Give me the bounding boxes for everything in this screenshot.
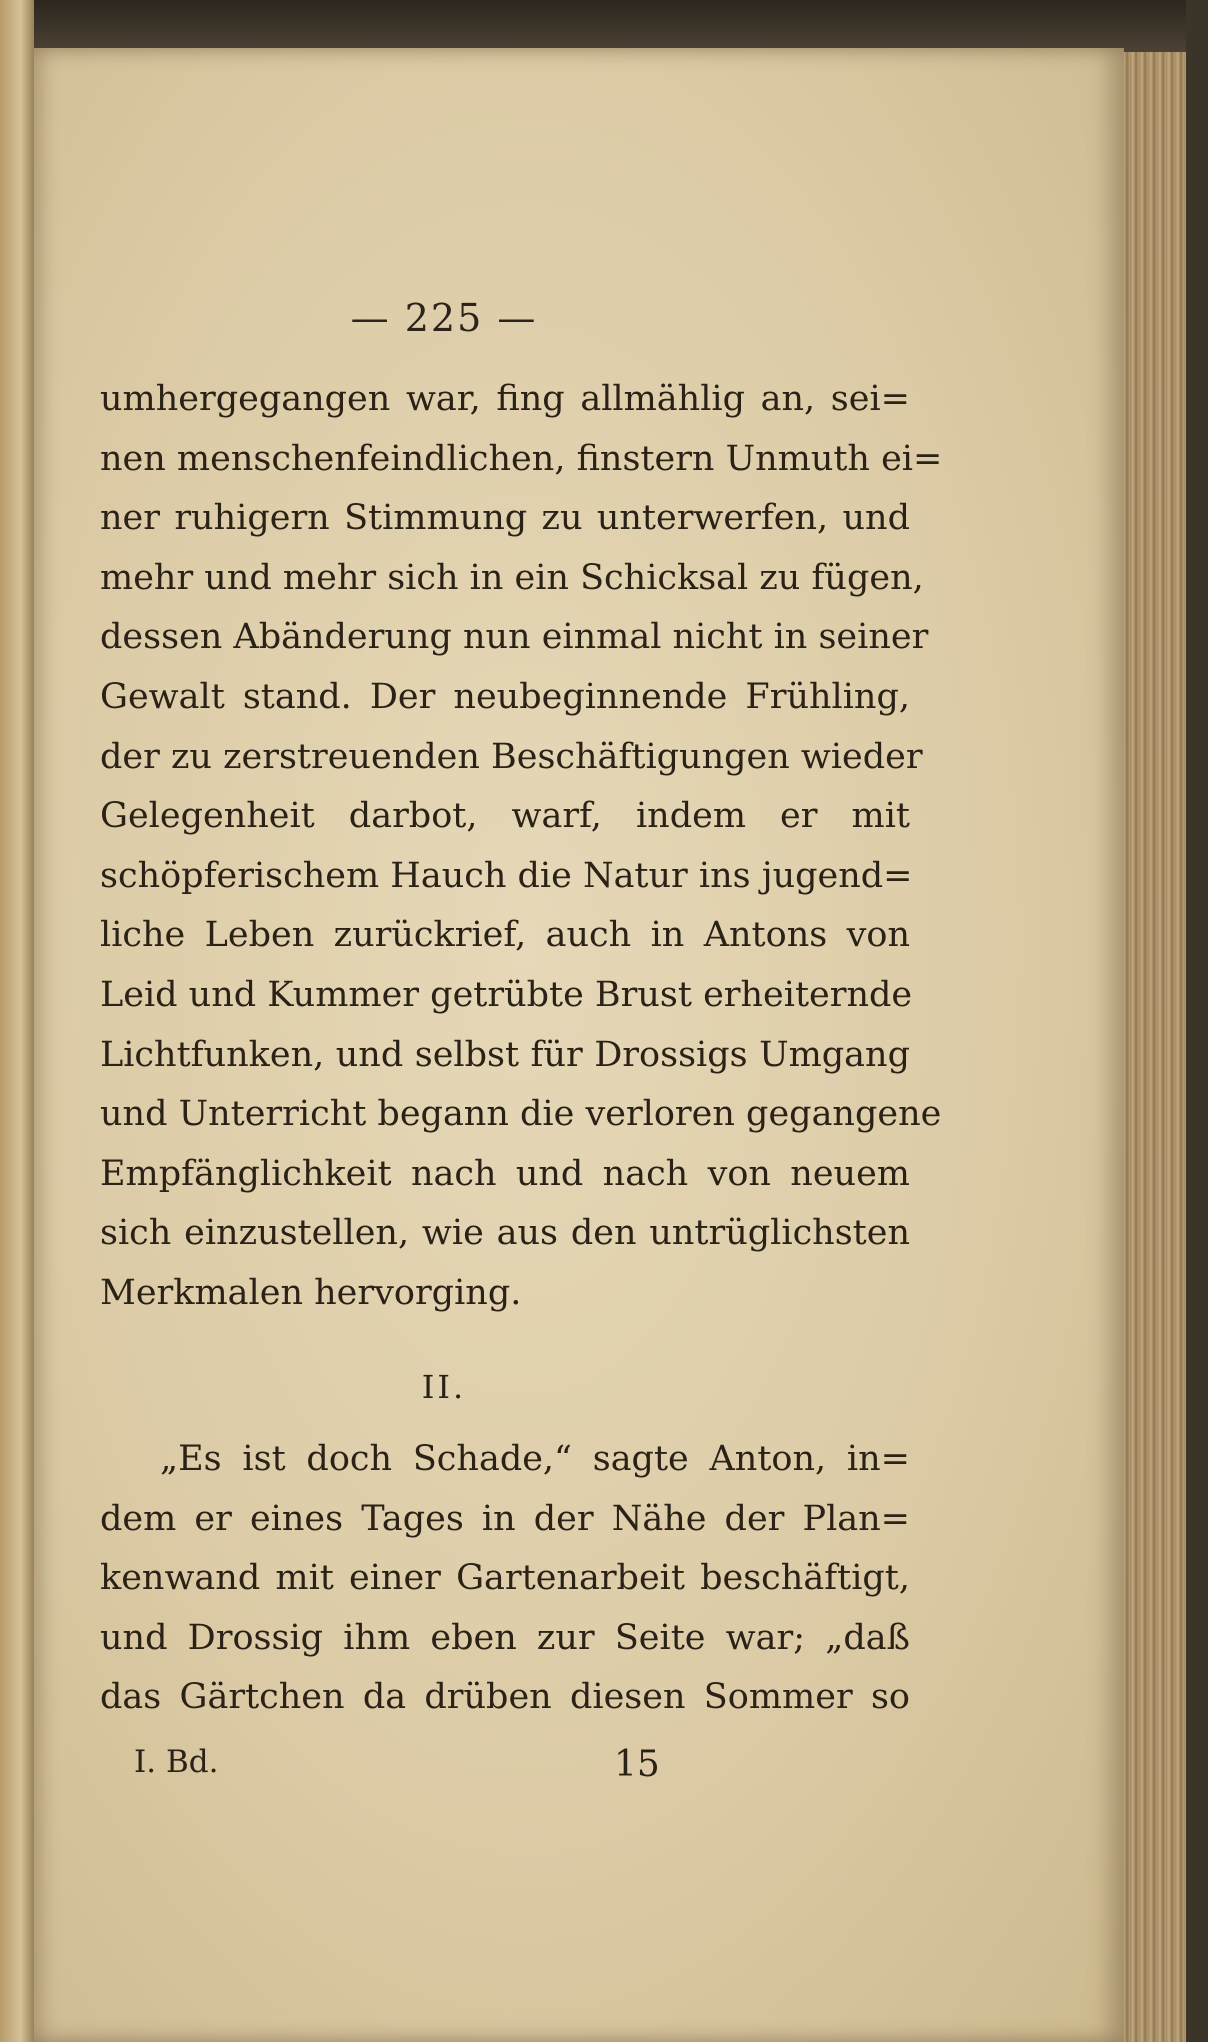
- text-line: schöpferischem Hauch die Natur ins jugend=: [100, 855, 913, 896]
- right-binding-shadow: [1186, 0, 1208, 2042]
- text-line: nen menschenfeindlichen, finstern Unmuth ei=: [100, 438, 943, 479]
- section-number: II.: [421, 1368, 467, 1406]
- text-line: Lichtfunken, und selbst für Drossigs Umgang: [100, 1034, 910, 1075]
- text-line: der zu zerstreuenden Beschäftigungen wieder: [100, 736, 923, 777]
- left-page-edge: [0, 0, 34, 2042]
- text-line: das Gärtchen da drüben diesen Sommer so: [100, 1677, 910, 1718]
- text-line: sich einzustellen, wie aus den untrüglichsten: [100, 1213, 910, 1254]
- text-line: und Unterricht begann die verloren gegangene: [100, 1094, 942, 1135]
- paragraph-1: [100, 370, 943, 1324]
- text-line: dem er eines Tages in der Nähe der Plan=: [100, 1498, 910, 1539]
- text-line: Leid und Kummer getrübte Brust erheiternde: [100, 974, 913, 1015]
- text-line: mehr und mehr sich in ein Schicksal zu fügen,: [100, 557, 924, 598]
- text-line: umhergegangen war, fing allmählig an, sei=: [100, 379, 910, 419]
- text-line: Gewalt stand. Der neubeginnende Frühling,: [100, 676, 910, 717]
- text-line: und Drossig ihm eben zur Seite war; „daß: [100, 1617, 910, 1658]
- text-line: Merkmalen hervorging.: [100, 1272, 522, 1313]
- top-shadow: [0, 0, 1208, 52]
- gathering-number: 15: [614, 1744, 660, 1785]
- text-line: dessen Abänderung nun einmal nicht in seiner: [100, 617, 929, 658]
- text-line: Gelegenheit darbot, warf, indem er mit: [100, 796, 910, 837]
- text-line: ner ruhigern Stimmung zu unterwerfen, und: [100, 498, 910, 539]
- book-page: [34, 48, 1124, 2042]
- text-line: liche Leben zurückrief, auch in Antons von: [100, 915, 910, 956]
- paragraph-2: [100, 1430, 910, 1728]
- page-header: — 225 —: [350, 296, 538, 340]
- volume-signature: I. Bd.: [134, 1744, 219, 1780]
- text-line: Empfänglichkeit nach und nach von neuem: [100, 1153, 910, 1194]
- text-line: kenwand mit einer Gartenarbeit beschäftigt,: [100, 1558, 910, 1599]
- text-line: „Es ist doch Schade,“ sagte Anton, in=: [160, 1439, 910, 1479]
